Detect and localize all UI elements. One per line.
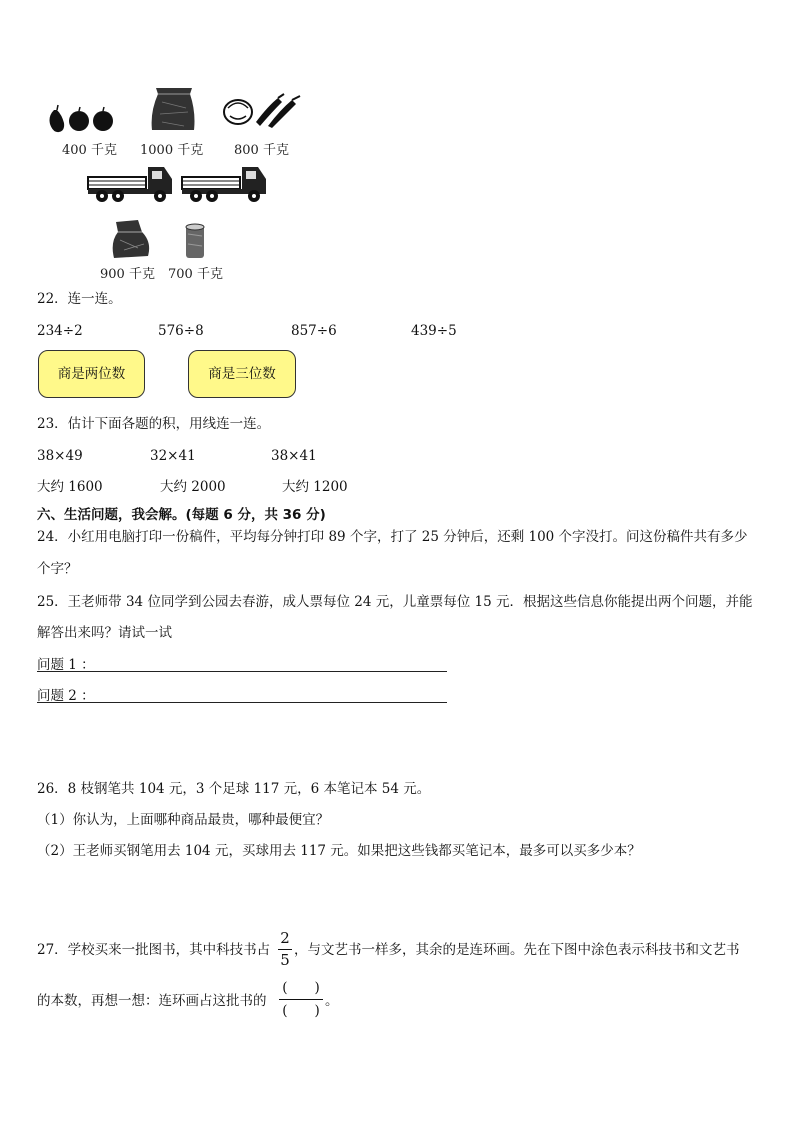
section-heading: 六、生活问题，我会解。(每题 6 分，共 36 分) xyxy=(37,507,326,523)
q25-line1: 25．王老师带 34 位同学到公园去春游，成人票每位 24 元，儿童票每位 15 元．根据这些信息你能提出两个问题，并能 xyxy=(37,594,753,610)
q22-expression: 857÷6 xyxy=(291,323,337,339)
sack-icon xyxy=(148,82,200,132)
q23-estimate: 大约 2000 xyxy=(160,479,226,495)
truck-icon xyxy=(180,163,268,205)
q23-expression: 38×49 xyxy=(37,448,83,464)
problem-2-answer-line[interactable] xyxy=(37,702,447,703)
problem-2-label: 问题 2 ： xyxy=(37,688,95,704)
bubble-two-digit-quotient[interactable]: 商是两位数 xyxy=(38,350,145,398)
q22-expression: 234÷2 xyxy=(37,323,83,339)
bucket-weight: 700 千克 xyxy=(168,267,223,282)
q27-line1-part2: ，与文艺书一样多，其余的是连环画。先在下图中涂色表示科技书和文艺书 xyxy=(294,942,740,958)
bucket-icon xyxy=(182,222,208,260)
vegetables-weight: 800 千克 xyxy=(234,143,289,158)
fruit-weight: 400 千克 xyxy=(62,143,117,158)
bubble-three-digit-quotient[interactable]: 商是三位数 xyxy=(188,350,296,398)
q26-line1: 26．8 枝钢笔共 104 元，3 个足球 117 元，6 本笔记本 54 元。 xyxy=(37,781,431,797)
q26-sub2: （2）王老师买钢笔用去 104 元，买球用去 117 元。如果把这些钱都买笔记本，最多可以买多少本？ xyxy=(37,843,641,859)
blank-fraction-bar xyxy=(279,999,323,1000)
fraction-numerator: 2 xyxy=(280,929,290,947)
q23-expression: 32×41 xyxy=(150,448,196,464)
q27-line1-part1: 27．学校买来一批图书，其中科技书占 xyxy=(37,942,271,958)
q22-expression: 439÷5 xyxy=(411,323,457,339)
q27-line2-end: 。 xyxy=(325,993,339,1009)
blank-numerator[interactable]: ( ) xyxy=(282,980,320,996)
bag-icon xyxy=(108,218,154,260)
vegetables-icon xyxy=(220,92,302,132)
q24-line1: 24．小红用电脑打印一份稿件，平均每分钟打印 89 个字，打了 25 分钟后，还剩 100 个字没打。问这份稿件共有多少 xyxy=(37,529,748,545)
fruit-icon xyxy=(44,102,124,134)
truck-icon xyxy=(86,163,174,205)
q23-estimate: 大约 1200 xyxy=(282,479,348,495)
q23-title: 23．估计下面各题的积，用线连一连。 xyxy=(37,416,271,432)
q22-title: 22．连一连。 xyxy=(37,291,122,307)
q27-line2-part1: 的本数，再想一想：连环画占这批书的 xyxy=(37,993,267,1009)
problem-1-answer-line[interactable] xyxy=(37,671,447,672)
sack-weight: 1000 千克 xyxy=(140,143,204,158)
q22-expression: 576÷8 xyxy=(158,323,204,339)
q23-estimate: 大约 1600 xyxy=(37,479,103,495)
bag-weight: 900 千克 xyxy=(100,267,155,282)
problem-1-label: 问题 1 ： xyxy=(37,657,95,673)
q26-sub1: （1）你认为，上面哪种商品最贵，哪种最便宜？ xyxy=(37,812,330,828)
q25-line2: 解答出来吗？请试一试 xyxy=(37,625,172,641)
fraction-denominator: 5 xyxy=(280,951,290,969)
blank-denominator[interactable]: ( ) xyxy=(282,1003,320,1019)
q23-expression: 38×41 xyxy=(271,448,317,464)
q24-line2: 个字？ xyxy=(37,561,78,577)
fraction-bar xyxy=(278,949,292,950)
